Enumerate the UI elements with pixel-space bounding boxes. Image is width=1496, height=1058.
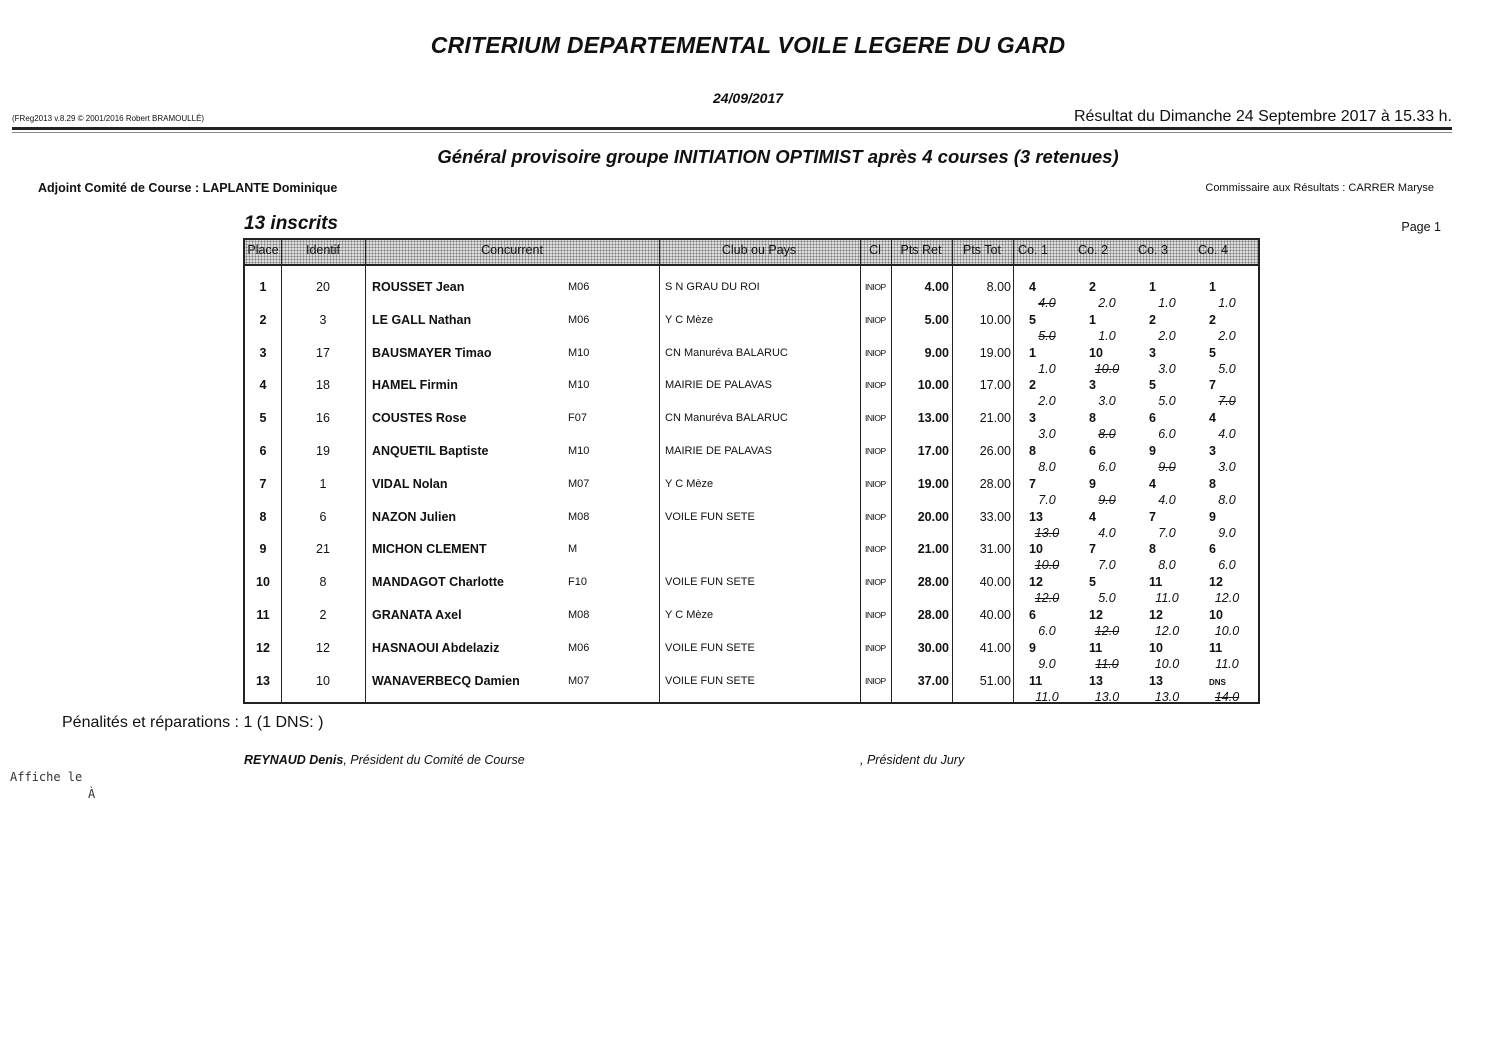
category-cell: F07 — [568, 412, 587, 425]
race-rank: 6 — [1149, 411, 1156, 426]
category-cell: M06 — [568, 313, 590, 326]
race-score: 11.0 — [1155, 591, 1179, 606]
points-retained: 4.00 — [924, 280, 949, 294]
ident-cell: 19 — [316, 444, 330, 458]
class-cell: INIOP — [865, 675, 886, 686]
ident-cell: 21 — [316, 542, 330, 557]
race-score: 3.0 — [1158, 361, 1176, 376]
ident-cell: 1 — [319, 476, 327, 491]
race-score-discarded: 4.0 — [1038, 296, 1056, 310]
category-cell: M06 — [568, 641, 590, 654]
race-rank: 7 — [1089, 542, 1096, 557]
race-score: 1.0 — [1098, 328, 1116, 343]
results-table — [243, 238, 1260, 704]
race-rank: 1 — [1209, 280, 1216, 294]
race-rank: 5 — [1029, 312, 1036, 327]
place-cell: 7 — [259, 476, 267, 491]
col-header-pts-ret: Pts Ret — [900, 243, 942, 257]
table-header — [245, 240, 1258, 266]
class-cell: INIOP — [865, 642, 886, 653]
table-row — [245, 274, 1258, 310]
race-score: 7.0 — [1098, 558, 1116, 573]
ident-cell: 10 — [316, 673, 330, 688]
race-rank: 13 — [1149, 673, 1163, 688]
col-header-pts-tot: Pts Tot — [963, 243, 1001, 257]
race-rank: 6 — [1209, 542, 1216, 557]
results-commissioner: Commissaire aux Résultats : CARRER Maryse — [1205, 182, 1434, 194]
ident-cell: 2 — [319, 608, 327, 622]
points-total: 19.00 — [979, 345, 1011, 360]
race-score: 5.0 — [1218, 361, 1236, 376]
entries-count: 13 inscrits — [244, 213, 338, 234]
race-rank: 11 — [1149, 575, 1163, 590]
race-rank: 7 — [1209, 378, 1216, 393]
race-score: 6.0 — [1038, 624, 1056, 638]
race-score: 13.0 — [1154, 689, 1180, 704]
club-cell: CN Manuréva BALARUC — [665, 412, 788, 425]
race-score: 10.0 — [1214, 624, 1240, 638]
race-rank: 11 — [1089, 640, 1103, 655]
race-rank: 10 — [1149, 640, 1163, 655]
race-score-discarded: 12.0 — [1094, 624, 1120, 638]
race-rank: 8 — [1149, 542, 1156, 557]
col-header-cl: Cl — [869, 243, 881, 257]
table-row — [245, 438, 1258, 474]
col-header-identif: Identif — [305, 243, 341, 257]
competitor-name: HASNAOUI Abdelaziz — [372, 640, 500, 655]
race-score: 4.0 — [1098, 525, 1116, 540]
president-signature — [244, 753, 525, 767]
ident-cell: 18 — [316, 378, 330, 393]
points-total: 17.00 — [979, 378, 1011, 393]
points-total: 8.00 — [986, 280, 1011, 294]
points-retained: 19.00 — [917, 476, 949, 491]
place-cell: 6 — [259, 444, 267, 458]
race-rank: 4 — [1089, 509, 1096, 524]
result-timestamp: Résultat du Dimanche 24 Septembre 2017 à 15.33 h. — [1073, 108, 1452, 125]
place-cell: 10 — [256, 575, 270, 590]
place-cell: 12 — [256, 640, 270, 655]
ident-cell: 17 — [316, 345, 330, 360]
race-score: 3.0 — [1218, 460, 1236, 474]
race-score: 10.0 — [1154, 656, 1180, 671]
race-score: 7.0 — [1038, 492, 1056, 507]
ident-cell: 16 — [316, 411, 330, 426]
competitor-name: WANAVERBECQ Damien — [372, 673, 520, 688]
class-cell: INIOP — [865, 544, 886, 555]
col-header-concurrent: Concurrent — [481, 243, 543, 257]
race-score: 4.0 — [1158, 492, 1176, 507]
posted-at-label: À — [88, 787, 96, 801]
race-score: 1.0 — [1158, 296, 1176, 310]
table-row — [245, 340, 1258, 376]
place-cell: 3 — [259, 345, 267, 360]
race-rank: 7 — [1149, 509, 1156, 524]
ranking-subtitle: Général provisoire groupe INITIATION OPTIMIST après 4 courses (3 retenues) — [437, 146, 1119, 167]
club-cell: S N GRAU DU ROI — [665, 281, 760, 293]
points-retained: 17.00 — [917, 444, 949, 458]
points-retained: 5.00 — [924, 312, 949, 327]
race-score-discarded: 9.0 — [1158, 460, 1176, 474]
race-rank: 12 — [1029, 575, 1043, 590]
race-rank: 11 — [1029, 673, 1043, 688]
class-cell: INIOP — [865, 347, 886, 358]
class-cell: INIOP — [865, 511, 886, 522]
page-number: Page 1 — [1401, 220, 1441, 234]
adjoint-committee: Adjoint Comité de Course : LAPLANTE Dominique — [38, 181, 338, 195]
club-cell: VOILE FUN SETE — [665, 641, 755, 654]
place-cell: 13 — [256, 673, 270, 688]
club-cell: Y C Mèze — [665, 313, 714, 326]
race-rank: 4 — [1209, 411, 1216, 426]
table-row — [245, 569, 1258, 606]
points-total: 10.00 — [979, 312, 1011, 327]
race-rank: 2 — [1209, 312, 1216, 327]
race-rank: 3 — [1029, 411, 1036, 426]
ident-cell: 12 — [316, 640, 330, 655]
club-cell: VOILE FUN SETE — [665, 510, 755, 523]
ident-cell: 20 — [316, 280, 330, 294]
race-score: 2.0 — [1218, 328, 1236, 343]
race-score-discarded: 10.0 — [1094, 361, 1120, 376]
table-row — [245, 307, 1258, 343]
ident-cell: 6 — [319, 509, 327, 524]
race-score-discarded: 10.0 — [1034, 558, 1060, 573]
race-rank: 8 — [1089, 411, 1096, 426]
place-cell: 4 — [259, 378, 267, 393]
race-score: 11.0 — [1215, 656, 1239, 671]
club-cell: Y C Mèze — [665, 609, 714, 621]
col-header-co4: Co. 4 — [1198, 243, 1228, 257]
club-cell: VOILE FUN SETE — [665, 576, 755, 589]
place-cell: 8 — [259, 509, 267, 524]
place-cell: 1 — [259, 280, 267, 294]
race-rank: 9 — [1209, 509, 1216, 524]
points-total: 51.00 — [979, 673, 1011, 688]
race-rank: 4 — [1149, 476, 1156, 491]
software-credit: (FReg2013 v.8.29 © 2001/2016 Robert BRAMOULLÉ) — [12, 114, 205, 123]
points-total: 40.00 — [979, 575, 1011, 590]
race-rank: 1 — [1149, 280, 1156, 294]
points-retained: 28.00 — [917, 575, 949, 590]
race-score: 9.0 — [1218, 525, 1236, 540]
race-score: 5.0 — [1158, 394, 1176, 409]
category-cell: M10 — [568, 445, 590, 457]
race-rank: 13 — [1089, 673, 1103, 688]
event-date: 24/09/2017 — [712, 90, 784, 106]
race-score: 12.0 — [1154, 624, 1180, 638]
points-retained: 20.00 — [917, 509, 949, 524]
race-rank: 12 — [1209, 575, 1223, 590]
table-row — [245, 668, 1258, 704]
col-header-co1: Co. 1 — [1018, 243, 1048, 257]
race-rank: 12 — [1149, 608, 1163, 622]
president-role: , Président du Comité de Course — [343, 753, 525, 767]
table-row — [245, 602, 1258, 638]
race-score-discarded: 12.0 — [1034, 591, 1060, 606]
race-score: 5.0 — [1098, 591, 1116, 606]
race-score-discarded: 5.0 — [1038, 328, 1056, 343]
race-rank: 1 — [1089, 312, 1096, 327]
competitor-name: VIDAL Nolan — [372, 476, 448, 491]
points-total: 41.00 — [979, 640, 1011, 655]
race-score: 12.0 — [1214, 591, 1240, 606]
race-rank: 2 — [1089, 280, 1096, 294]
category-cell: M08 — [568, 510, 590, 523]
col-header-co3: Co. 3 — [1138, 243, 1168, 257]
race-score-discarded: 11.0 — [1095, 656, 1119, 671]
race-rank: 3 — [1089, 378, 1096, 393]
col-header-club: Club ou Pays — [721, 243, 797, 257]
category-cell: M10 — [568, 346, 590, 359]
race-rank: 3 — [1209, 444, 1216, 458]
race-rank: 5 — [1089, 575, 1096, 590]
race-rank: 2 — [1029, 378, 1036, 393]
document-title: CRITERIUM DEPARTEMENTAL VOILE LEGERE DU GARD — [430, 32, 1066, 58]
club-cell: MAIRIE DE PALAVAS — [665, 445, 772, 457]
race-score-discarded: 8.0 — [1098, 427, 1116, 442]
race-rank: 8 — [1029, 444, 1036, 458]
race-rank: 9 — [1029, 640, 1036, 655]
race-score-discarded: 7.0 — [1218, 394, 1236, 409]
race-score: 2.0 — [1098, 296, 1116, 310]
place-cell: 5 — [259, 411, 267, 426]
race-rank: 9 — [1149, 444, 1156, 458]
race-score: 4.0 — [1218, 427, 1236, 442]
race-score: 9.0 — [1038, 656, 1056, 671]
competitor-name: MICHON CLEMENT — [372, 542, 487, 557]
race-score: 11.0 — [1035, 689, 1059, 704]
class-cell: INIOP — [865, 413, 886, 424]
col-header-co2: Co. 2 — [1078, 243, 1108, 257]
race-rank: 10 — [1209, 608, 1223, 622]
class-cell: INIOP — [865, 314, 886, 325]
race-score: 6.0 — [1098, 460, 1116, 474]
penalties-note: Pénalités et réparations : 1 (1 DNS: ) — [62, 714, 324, 731]
category-cell: M10 — [568, 379, 590, 392]
competitor-name: NAZON Julien — [372, 509, 457, 524]
competitor-name: GRANATA Axel — [372, 608, 462, 622]
race-score: 6.0 — [1158, 427, 1176, 442]
club-cell: VOILE FUN SETE — [665, 674, 755, 687]
header-rule — [12, 127, 1452, 130]
race-rank: 12 — [1089, 608, 1103, 622]
race-rank: 9 — [1089, 476, 1096, 491]
class-cell: INIOP — [865, 446, 886, 456]
class-cell: INIOP — [865, 610, 886, 620]
class-cell: INIOP — [865, 577, 886, 588]
points-retained: 37.00 — [917, 673, 949, 688]
table-row — [245, 471, 1258, 507]
race-rank: 3 — [1149, 345, 1156, 360]
race-rank: 11 — [1209, 640, 1223, 655]
points-retained: 28.00 — [917, 608, 949, 622]
race-rank: DNS — [1209, 677, 1226, 687]
header-rule-thin — [12, 132, 1452, 133]
table-row — [245, 405, 1258, 442]
race-score: 3.0 — [1038, 427, 1056, 442]
points-retained: 10.00 — [917, 378, 949, 393]
race-rank: 6 — [1089, 444, 1096, 458]
points-retained: 9.00 — [924, 345, 949, 360]
ident-cell: 3 — [319, 312, 327, 327]
club-cell: Y C Mèze — [665, 477, 714, 490]
race-score: 6.0 — [1218, 558, 1236, 573]
race-score: 13.0 — [1094, 689, 1120, 704]
competitor-name: ROUSSET Jean — [372, 280, 465, 294]
category-cell: F10 — [568, 576, 587, 589]
race-score: 1.0 — [1218, 296, 1236, 310]
table-row — [245, 504, 1258, 540]
competitor-name: ANQUETIL Baptiste — [372, 444, 489, 458]
table-row — [245, 536, 1258, 573]
class-cell: INIOP — [865, 282, 886, 292]
points-retained: 21.00 — [917, 542, 949, 557]
points-total: 33.00 — [979, 509, 1011, 524]
place-cell: 2 — [259, 312, 267, 327]
place-cell: 11 — [256, 608, 270, 622]
competitor-name: HAMEL Firmin — [372, 378, 458, 393]
race-score: 8.0 — [1158, 558, 1176, 573]
race-score-discarded: 13.0 — [1034, 525, 1060, 540]
category-cell: M08 — [568, 609, 590, 621]
race-rank: 10 — [1089, 345, 1103, 360]
club-cell: CN Manuréva BALARUC — [665, 346, 788, 359]
race-rank: 13 — [1029, 509, 1043, 524]
category-cell: M06 — [568, 281, 590, 293]
president-name: REYNAUD Denis — [244, 753, 344, 767]
race-score: 8.0 — [1038, 460, 1056, 474]
race-rank: 10 — [1029, 542, 1043, 557]
points-retained: 30.00 — [917, 640, 949, 655]
race-score: 2.0 — [1158, 328, 1176, 343]
points-total: 31.00 — [979, 542, 1011, 557]
class-cell: INIOP — [865, 478, 886, 489]
race-score: 7.0 — [1158, 525, 1176, 540]
posted-on-label: Affiche le — [10, 770, 83, 784]
category-cell: M07 — [568, 477, 590, 490]
jury-signature: , Président du Jury — [860, 753, 965, 767]
table-row — [245, 635, 1258, 671]
race-score: 3.0 — [1098, 394, 1116, 409]
competitor-name: MANDAGOT Charlotte — [372, 575, 504, 590]
race-score: 8.0 — [1218, 492, 1236, 507]
race-score: 1.0 — [1038, 361, 1056, 376]
col-header-place: Place — [247, 243, 279, 257]
race-rank: 5 — [1209, 345, 1216, 360]
race-rank: 4 — [1029, 280, 1036, 294]
competitor-name: COUSTES Rose — [372, 411, 467, 426]
points-total: 26.00 — [979, 444, 1011, 458]
class-cell: INIOP — [865, 380, 886, 391]
race-rank: 8 — [1209, 476, 1216, 491]
points-total: 21.00 — [979, 411, 1011, 426]
category-cell: M07 — [568, 674, 590, 687]
competitor-name: BAUSMAYER Timao — [372, 345, 492, 360]
race-score-discarded: 14.0 — [1214, 689, 1240, 704]
table-row — [245, 372, 1258, 409]
points-total: 28.00 — [979, 476, 1011, 491]
place-cell: 9 — [259, 542, 267, 557]
category-cell: M — [568, 543, 578, 556]
race-rank: 5 — [1149, 378, 1156, 393]
race-score-discarded: 9.0 — [1098, 492, 1116, 507]
club-cell: MAIRIE DE PALAVAS — [665, 379, 772, 392]
race-rank: 2 — [1149, 312, 1156, 327]
race-score: 2.0 — [1038, 394, 1056, 409]
race-rank: 1 — [1029, 345, 1036, 360]
ident-cell: 8 — [319, 575, 327, 590]
points-total: 40.00 — [979, 608, 1011, 622]
points-retained: 13.00 — [917, 411, 949, 426]
race-rank: 6 — [1029, 608, 1036, 622]
competitor-name: LE GALL Nathan — [372, 312, 472, 327]
race-rank: 7 — [1029, 476, 1036, 491]
